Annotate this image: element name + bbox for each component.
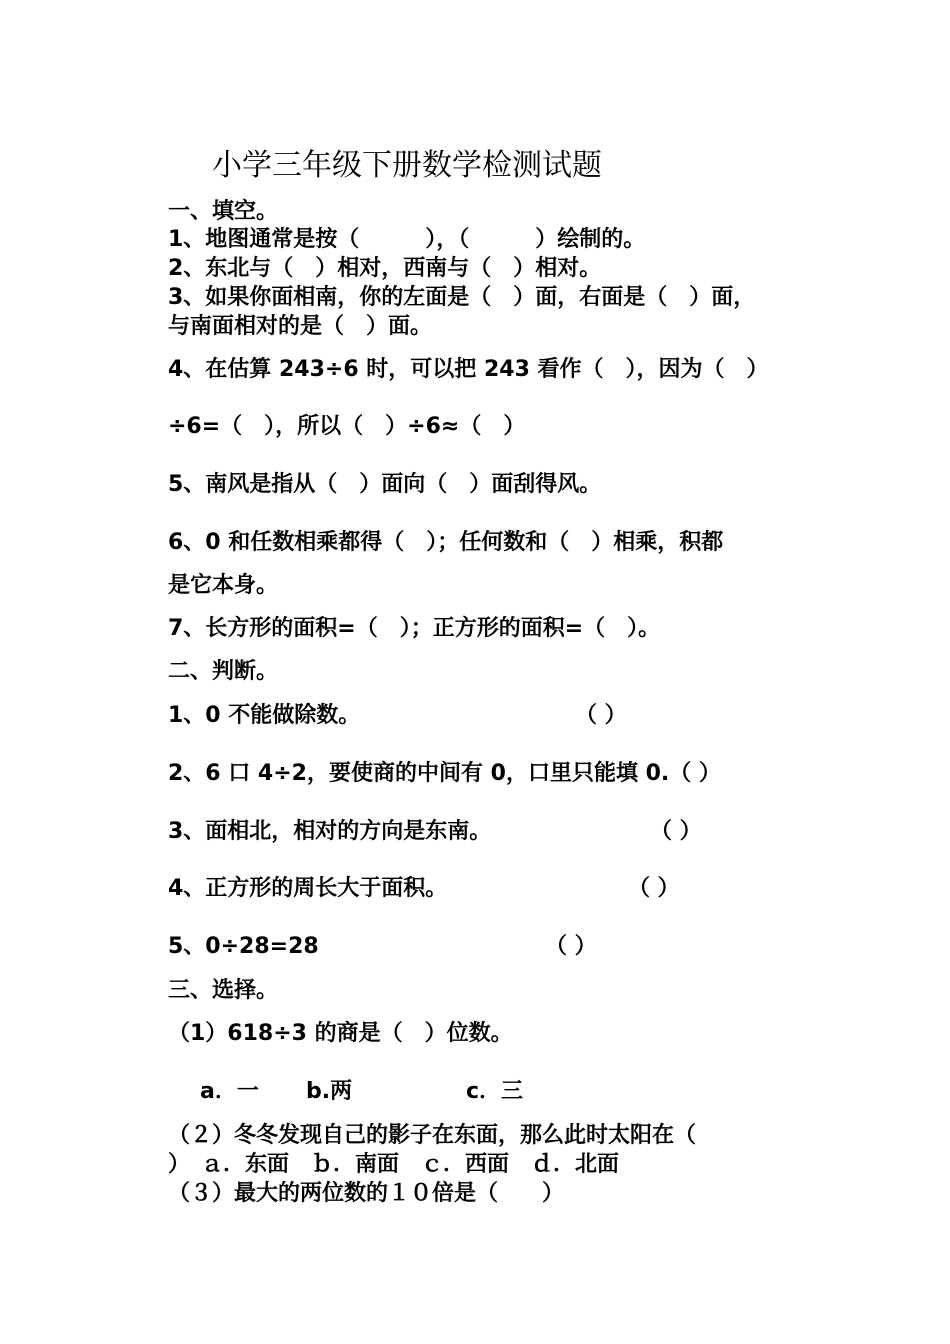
judgement-bracket-1: （ ） (575, 703, 627, 728)
section-heading-judgement: 二、判断。 (168, 659, 279, 684)
question-1-6-line1: 6、0 和任数相乘都得（ ）；任何数和（ ）相乘，积都 (168, 530, 724, 555)
question-1-3-line1: 3、如果你面相南，你的左面是（ ）面，右面是（ ）面， (168, 285, 756, 310)
judgement-item-5: 5、0÷28=28 (168, 934, 319, 959)
question-1-4-line2: ÷6=（ ），所以（ ）÷6≈（ ） (168, 414, 526, 439)
judgement-item-1: 1、0 不能做除数。 (168, 703, 361, 728)
question-1-7: 7、长方形的面积=（ ）；正方形的面积=（ ）。 (168, 616, 661, 641)
question-1-5: 5、南风是指从（ ）面向（ ）面刮得风。 (168, 472, 602, 497)
question-1-6-line2: 是它本身。 (168, 573, 279, 598)
judgement-bracket-4: （ ） (628, 876, 680, 901)
question-1-4-line1: 4、在估算 243÷6 时，可以把 243 看作（ ），因为（ ） (168, 357, 769, 382)
choice-question-2-line1: （２）冬冬发现自己的影子在东面，那么此时太阳在（ (168, 1123, 697, 1148)
judgement-bracket-5: （ ） (545, 934, 597, 959)
choice-question-1: （1）618÷3 的商是（ ）位数。 (168, 1021, 513, 1046)
judgement-item-3: 3、面相北，相对的方向是东南。 (168, 819, 492, 844)
choice-question-3: （３）最大的两位数的１０倍是（ ） (168, 1181, 565, 1206)
section-heading-fill-in: 一、填空。 (168, 199, 279, 224)
choice-question-2-line2: ） ａ．东面 ｂ．南面 ｃ．西面 ｄ．北面 (168, 1152, 620, 1177)
judgement-bracket-3: （ ） (650, 819, 702, 844)
page-title: 小学三年级下册数学检测试题 (212, 148, 602, 183)
question-1-1: 1、地图通常是按（ ），（ ）绘制的。 (168, 227, 646, 252)
section-heading-choice: 三、选择。 (168, 978, 279, 1003)
judgement-item-4: 4、正方形的周长大于面积。 (168, 876, 448, 901)
choice-1-option-a: a．一 (200, 1079, 259, 1104)
question-1-2: 2、东北与（ ）相对，西南与（ ）相对。 (168, 256, 602, 281)
judgement-item-2: 2、6 口 4÷2，要使商的中间有 0，口里只能填 0.（ ） (168, 761, 721, 786)
choice-1-option-b: b.两 (306, 1079, 353, 1104)
question-1-3-line2: 与南面相对的是（ ）面。 (168, 314, 433, 339)
choice-1-option-c: c．三 (466, 1079, 524, 1104)
